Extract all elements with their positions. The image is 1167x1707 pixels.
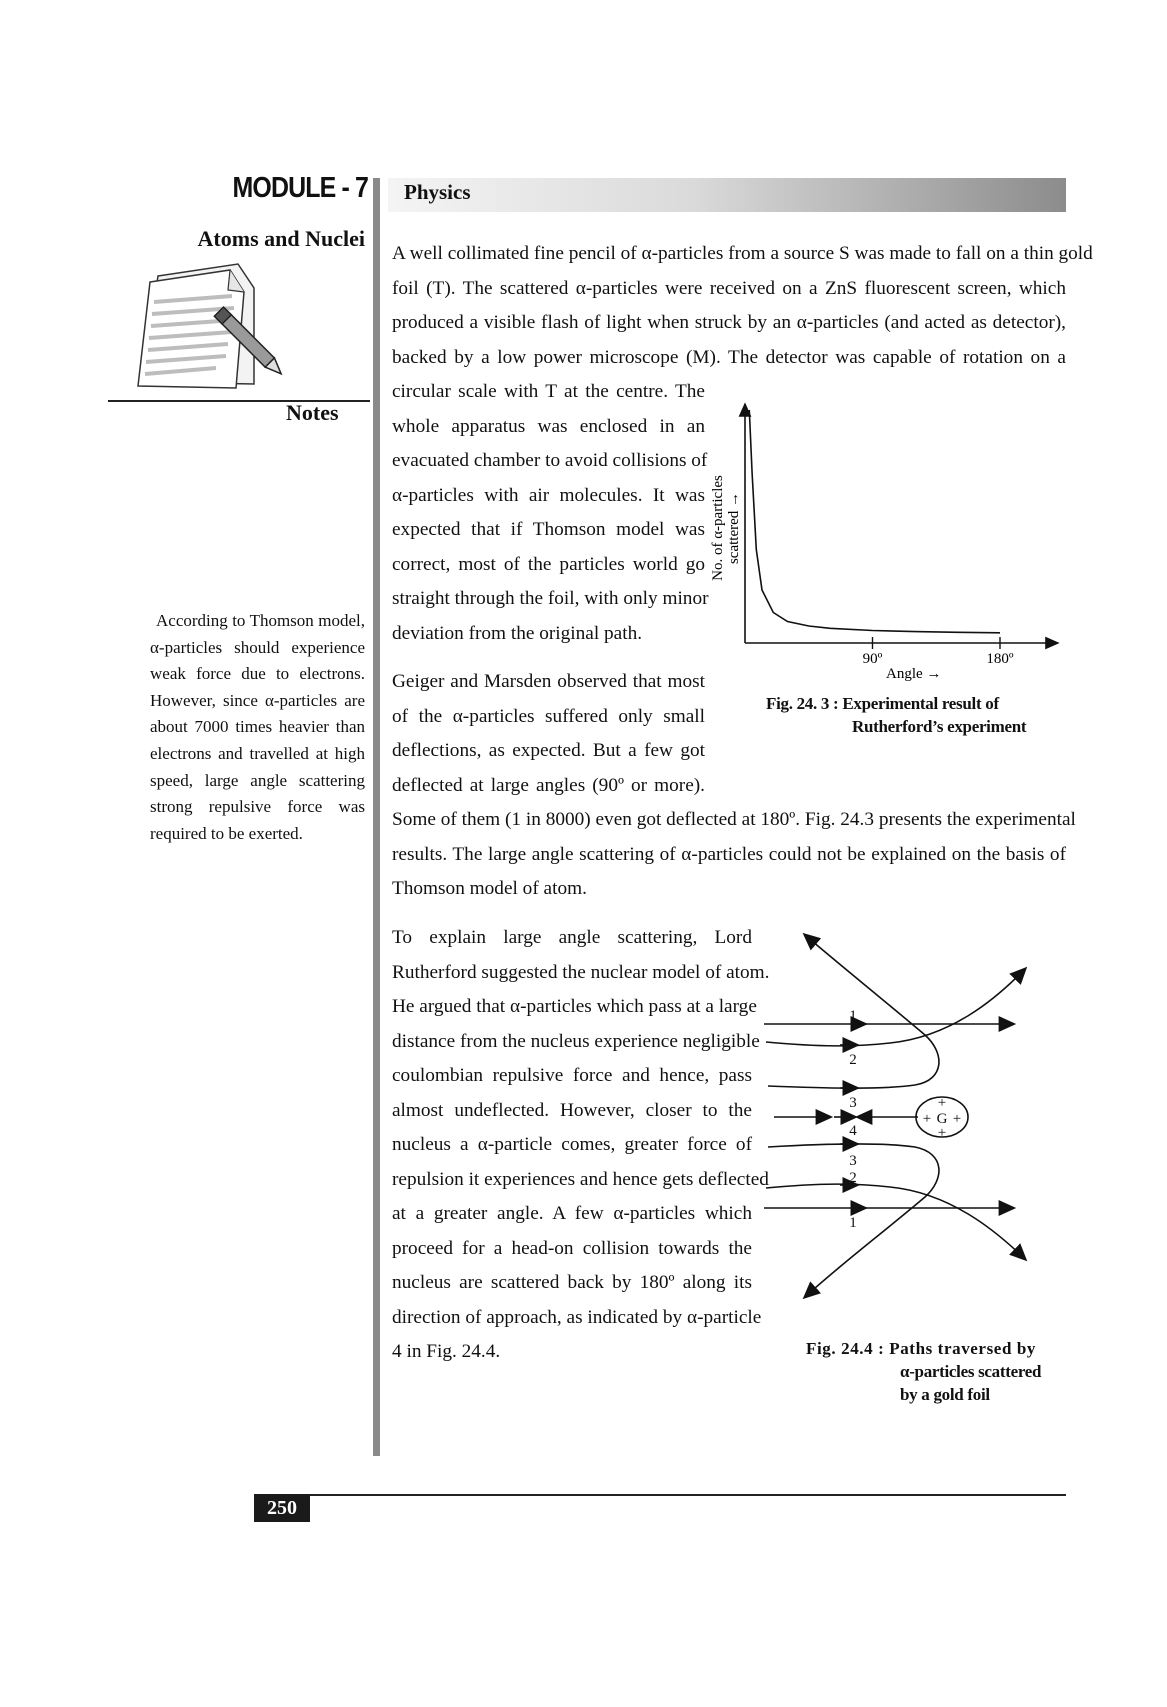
path-label: 4: [849, 1123, 857, 1139]
section-title: Atoms and Nuclei: [197, 226, 365, 251]
side-note-line: speed, large angle scattering: [150, 770, 365, 790]
text-line: Thomson model of atom.: [392, 878, 587, 899]
side-note-line: weak force due to electrons.: [150, 664, 365, 684]
path-label: 1: [849, 1215, 857, 1231]
text-line: distance from the nucleus experience negligible: [392, 1030, 760, 1052]
text-line: proceed for a head-on collision towards the: [392, 1237, 752, 1259]
footer-rule: [254, 1494, 1066, 1496]
text-line: direction of approach, as indicated by α-particle: [392, 1306, 762, 1328]
x-axis-label: Angle →: [886, 666, 942, 682]
column-divider: [373, 178, 380, 1456]
paragraph-2: [392, 375, 709, 651]
notes-label: Notes: [286, 400, 339, 425]
text-line: circular scale with T at the centre. The: [392, 381, 705, 402]
text-line: whole apparatus was enclosed in an: [392, 415, 705, 437]
fig-24-3-caption: [766, 692, 1066, 738]
side-note-line: electrons and travelled at high: [150, 743, 365, 763]
text-line: repulsion it experiences and hence gets deflected: [392, 1168, 769, 1190]
paragraph-3: [392, 665, 705, 803]
text-line: nucleus are scattered back by 180º along its: [392, 1272, 752, 1293]
scattering-curve: [749, 410, 1000, 633]
text-line: To explain large angle scattering, Lord: [392, 927, 752, 948]
text-line: of the α-particles suffered only small: [392, 705, 705, 727]
text-line: expected that if Thomson model was: [392, 519, 705, 540]
x-tick-label: 180º: [986, 651, 1014, 667]
text-line: deflected at large angles (90º or more).: [392, 774, 705, 796]
text-line: produced a visible flash of light when struck by an α-particles (and acted as detector),: [392, 312, 1066, 333]
alpha-path-2-upper: [766, 969, 1025, 1046]
notepad-pencil-icon: [136, 262, 296, 402]
fig-24-3-chart: [700, 398, 1066, 688]
nucleus-label: G: [936, 1111, 948, 1127]
caption-line: α-particles scattered: [900, 1362, 1042, 1381]
text-line: Geiger and Marsden observed that most: [392, 671, 705, 692]
text-line: A well collimated fine pencil of α-particles from a source S was made to fall on a thin gold: [392, 243, 1093, 264]
path-label: 3: [849, 1153, 857, 1169]
path-label: 1: [849, 1008, 857, 1024]
paragraph-1: [392, 237, 1093, 375]
text-line: foil (T). The scattered α-particles were received on a ZnS fluorescent screen, which: [392, 277, 1066, 299]
caption-line: Fig. 24. 3 : Experimental result of: [766, 694, 999, 713]
x-tick-label: 90º: [862, 651, 883, 667]
text-line: Rutherford suggested the nuclear model of atom.: [392, 961, 770, 983]
paragraph-4: [392, 803, 1076, 907]
paragraph-5: [392, 921, 770, 1370]
text-line: almost undeflected. However, closer to the: [392, 1099, 752, 1121]
y-axis-label: No. of α-particles: [710, 475, 726, 581]
side-note-line: required to be exerted.: [150, 823, 303, 843]
side-note-line: However, since α-particles are: [150, 690, 365, 710]
text-line: at a greater angle. A few α-particles which: [392, 1203, 752, 1224]
path-label: 2: [849, 1052, 857, 1068]
fig-24-4-diagram: [760, 925, 1070, 1325]
fig-24-4-caption: [806, 1337, 1068, 1406]
charge-sign: +: [922, 1111, 932, 1127]
charge-sign: +: [937, 1125, 947, 1141]
text-line: results. The large angle scattering of α-particles could not be explained on the basis of: [392, 843, 1066, 865]
side-note-line: about 7000 times heavier than: [150, 717, 365, 737]
text-line: deviation from the original path.: [392, 622, 643, 644]
text-line: 4 in Fig. 24.4.: [392, 1341, 501, 1362]
caption-line: Fig. 24.4 : Paths traversed by: [806, 1339, 1037, 1358]
y-axis-label: scattered →: [726, 491, 742, 565]
charge-sign: +: [952, 1111, 962, 1127]
caption-line: by a gold foil: [900, 1385, 990, 1404]
text-line: nucleus a α-particle comes, greater force of: [392, 1134, 752, 1155]
text-line: deflections, as expected. But a few got: [392, 740, 705, 761]
path-label: 2: [849, 1170, 857, 1186]
header-title: Physics: [404, 180, 471, 204]
path-label: 3: [849, 1095, 857, 1111]
text-line: correct, most of the particles world go: [392, 553, 705, 575]
text-line: coulombian repulsive force and hence, pass: [392, 1065, 752, 1086]
text-line: straight through the foil, with only minor: [392, 588, 709, 609]
side-note-line: strong repulsive force was: [150, 797, 365, 817]
side-note-line: According to Thomson model,: [156, 611, 365, 630]
text-line: He argued that α-particles which pass at a large: [392, 996, 757, 1017]
charge-sign: +: [937, 1095, 947, 1111]
text-line: α-particles with air molecules. It was: [392, 484, 705, 506]
page-number: 250: [254, 1494, 310, 1522]
text-line: backed by a low power microscope (M). The detector was capable of rotation on a: [392, 346, 1066, 368]
side-note-line: α-particles should experience: [150, 637, 365, 657]
caption-line: Rutherford’s experiment: [852, 717, 1027, 736]
header-band: [388, 178, 1066, 212]
side-note: [150, 608, 365, 847]
text-line: evacuated chamber to avoid collisions of: [392, 450, 708, 471]
module-label: MODULE - 7: [232, 172, 368, 204]
text-line: Some of them (1 in 8000) even got deflected at 180º. Fig. 24.3 presents the experimental: [392, 809, 1076, 830]
